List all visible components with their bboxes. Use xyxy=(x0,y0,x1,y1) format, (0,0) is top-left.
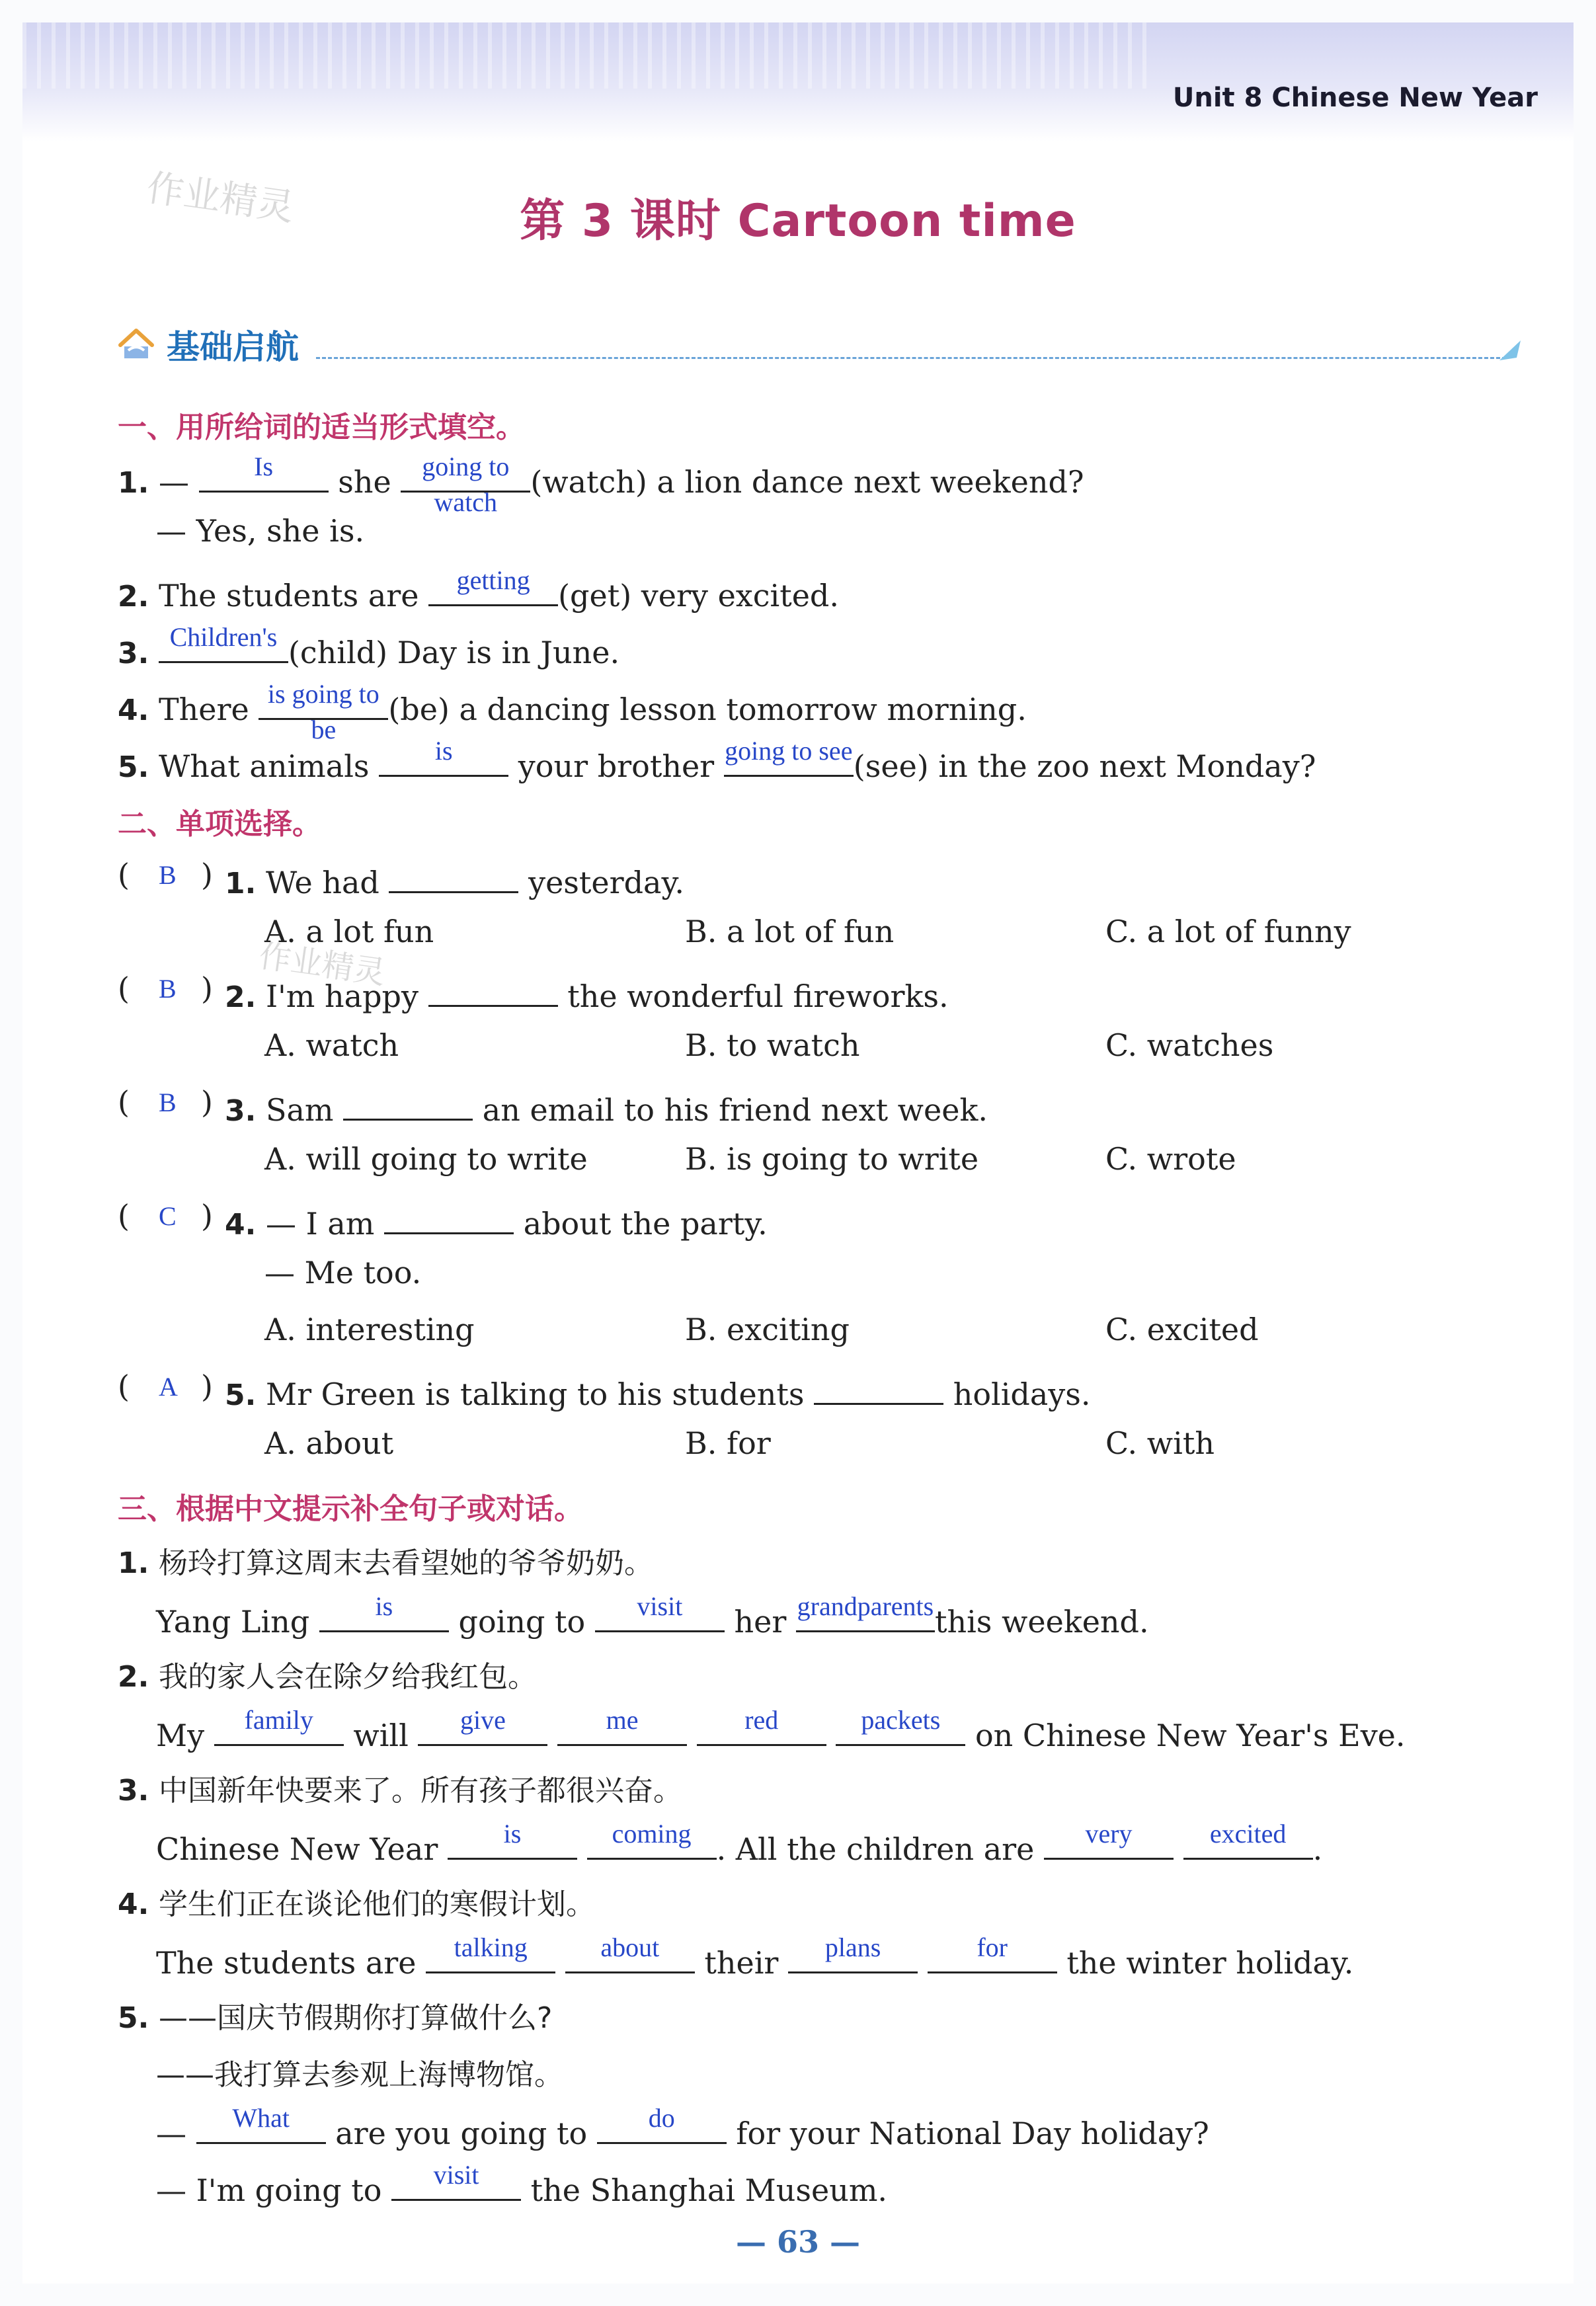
option-a[interactable]: A. interesting xyxy=(264,1312,475,1347)
part2-title: 二、单项选择。 xyxy=(118,807,321,841)
answer-blank[interactable] xyxy=(724,736,854,777)
answer-blank[interactable] xyxy=(389,857,518,893)
answer-text: me xyxy=(606,1705,639,1735)
chinese-prompt: 中国新年快要来了。所有孩子都很兴奋。 xyxy=(158,1774,682,1808)
option-c[interactable]: C. excited xyxy=(1105,1312,1259,1347)
p2-q2-stem xyxy=(225,971,949,1014)
answer-blank[interactable] xyxy=(814,1369,943,1405)
dash: — xyxy=(156,2116,186,2151)
answer-bracket-close: ) xyxy=(201,1084,213,1120)
chinese-prompt: 我的家人会在除夕给我红包。 xyxy=(158,1660,537,1694)
p1-q4 xyxy=(118,679,1027,744)
answer-bracket-open: ( xyxy=(118,971,130,1006)
answer-blank[interactable] xyxy=(196,2103,326,2144)
p1-q3 xyxy=(118,622,620,670)
option-b[interactable]: B. for xyxy=(685,1425,771,1461)
p2-q3-stem xyxy=(225,1084,988,1128)
static-text: Sam xyxy=(265,1092,334,1128)
answer-blank[interactable] xyxy=(214,1705,344,1746)
question-number: 4. xyxy=(118,694,149,727)
answer-text: watch xyxy=(434,487,498,517)
answer-blank[interactable] xyxy=(597,2103,727,2144)
answer-bracket-open: ( xyxy=(118,1369,130,1404)
answer-blank[interactable] xyxy=(391,2160,521,2201)
question-number: 4. xyxy=(118,1888,149,1921)
option-c[interactable]: C. watches xyxy=(1105,1027,1274,1063)
answer-bracket-close: ) xyxy=(201,1198,213,1234)
answer-blank[interactable] xyxy=(343,1084,473,1121)
static-text: My xyxy=(156,1718,205,1753)
static-text: on Chinese New Year's Eve. xyxy=(975,1718,1406,1753)
question-number: 2. xyxy=(118,1660,149,1694)
question-number: 3. xyxy=(118,1774,149,1808)
lesson-title: 第 3 课时 Cartoon time xyxy=(520,195,1076,247)
house-icon xyxy=(116,324,156,364)
static-text: . All the children are xyxy=(716,1831,1035,1867)
question-number: 2. xyxy=(225,980,257,1014)
p1-q1-reply: — Yes, she is. xyxy=(156,513,365,549)
static-text: the Shanghai Museum. xyxy=(530,2172,888,2208)
static-text: yesterday. xyxy=(528,865,684,900)
answer-blank[interactable] xyxy=(1183,1819,1313,1860)
question-number: 1. xyxy=(225,867,257,900)
static-text: . xyxy=(1312,1831,1323,1867)
static-text: holidays. xyxy=(953,1376,1091,1412)
p3-q3-cn xyxy=(118,1767,682,1809)
answer-blank[interactable] xyxy=(428,565,558,606)
answer-text: What xyxy=(232,2103,290,2133)
static-text: (child) Day is in June. xyxy=(288,635,620,670)
choice-answer[interactable]: C xyxy=(159,1201,177,1231)
dash: — xyxy=(158,464,189,500)
answer-blank[interactable] xyxy=(565,1932,695,1973)
answer-bracket-open: ( xyxy=(118,1084,130,1120)
answer-text: coming xyxy=(612,1819,692,1849)
watermark: 作业精灵 xyxy=(143,166,297,230)
answer-blank[interactable] xyxy=(788,1932,918,1973)
p2-q4-stem xyxy=(225,1198,768,1242)
answer-text: is xyxy=(503,1819,522,1849)
static-text: Yang Ling xyxy=(156,1604,310,1640)
answer-blank[interactable] xyxy=(448,1819,577,1860)
question-number: 2. xyxy=(118,580,149,614)
static-text: are you going to xyxy=(335,2116,588,2151)
answer-text: getting xyxy=(456,565,530,595)
static-text: she xyxy=(338,464,391,500)
answer-bracket-close: ) xyxy=(201,1369,213,1404)
chinese-prompt: ——国庆节假期你打算做什么? xyxy=(158,2001,553,2035)
header-banner-pattern xyxy=(22,22,1146,89)
answer-text: visit xyxy=(637,1591,683,1621)
answer-text: packets xyxy=(861,1705,941,1735)
answer-bracket-open: ( xyxy=(118,1198,130,1234)
static-text: your brother xyxy=(518,748,715,784)
answer-text: talking xyxy=(454,1932,528,1962)
answer-text: do xyxy=(648,2103,675,2133)
answer-blank[interactable] xyxy=(401,452,530,517)
question-number: 5. xyxy=(118,2001,149,2035)
option-a[interactable]: A. watch xyxy=(264,1027,399,1063)
p3-q2-cn xyxy=(118,1653,537,1695)
static-text: the wonderful fireworks. xyxy=(567,978,949,1014)
question-number: 1. xyxy=(118,466,149,500)
answer-bracket-close: ) xyxy=(201,971,213,1006)
option-c[interactable]: C. wrote xyxy=(1105,1141,1236,1177)
static-text: We had xyxy=(265,865,379,900)
p3-q3-en xyxy=(156,1819,1323,1867)
static-text: their xyxy=(704,1945,779,1981)
answer-text: Is xyxy=(254,452,274,481)
answer-text: going to see xyxy=(725,736,853,766)
question-number: 4. xyxy=(225,1208,257,1242)
p3-q4-en xyxy=(156,1932,1354,1981)
p2-q5-stem xyxy=(225,1369,1091,1412)
static-text: What animals xyxy=(158,748,370,784)
answer-bracket-close: ) xyxy=(201,857,213,893)
static-text: (be) a dancing lesson tomorrow morning. xyxy=(388,692,1027,727)
section-divider xyxy=(316,357,1506,359)
option-b[interactable]: B. a lot of fun xyxy=(685,914,895,949)
answer-text: very xyxy=(1085,1819,1133,1849)
answer-blank[interactable] xyxy=(836,1705,965,1746)
static-text: (see) in the zoo next Monday? xyxy=(853,748,1316,784)
p3-q2-en xyxy=(156,1705,1406,1753)
answer-text: plans xyxy=(824,1932,881,1962)
option-b[interactable]: B. exciting xyxy=(685,1312,850,1347)
part1-title: 一、用所给词的适当形式填空。 xyxy=(118,411,525,444)
answer-text: red xyxy=(744,1705,779,1735)
static-text: about the party. xyxy=(523,1206,768,1242)
chinese-prompt: 学生们正在谈论他们的寒假计划。 xyxy=(158,1888,595,1921)
page-number: — 63 — xyxy=(735,2224,861,2260)
answer-blank[interactable] xyxy=(928,1932,1057,1973)
choice-answer[interactable]: B xyxy=(159,974,177,1004)
answer-blank[interactable] xyxy=(384,1198,514,1234)
static-text: for your National Day holiday? xyxy=(736,2116,1209,2151)
static-text: an email to his friend next week. xyxy=(482,1092,988,1128)
option-a[interactable]: A. a lot fun xyxy=(264,914,434,949)
answer-blank[interactable] xyxy=(697,1705,826,1746)
static-text: I'm happy xyxy=(265,978,419,1014)
option-c[interactable]: C. a lot of funny xyxy=(1105,914,1351,949)
answer-blank[interactable] xyxy=(418,1705,547,1746)
static-text: — I'm going to xyxy=(156,2172,382,2208)
watermark: 作业精灵 xyxy=(257,937,388,992)
part3-title: 三、根据中文提示补全句子或对话。 xyxy=(118,1492,583,1526)
p3-q1-en xyxy=(156,1591,1149,1640)
answer-blank[interactable] xyxy=(428,971,558,1007)
static-text: There xyxy=(158,692,249,727)
static-text: her xyxy=(734,1604,787,1640)
question-number: 5. xyxy=(225,1378,257,1412)
answer-text: grandparents xyxy=(797,1591,934,1621)
question-number: 3. xyxy=(118,637,149,670)
p3-q5-cn1 xyxy=(118,1994,552,2036)
static-text: — I am xyxy=(265,1206,375,1242)
answer-blank[interactable] xyxy=(1044,1819,1174,1860)
option-a[interactable]: A. will going to write xyxy=(264,1141,588,1177)
option-c[interactable]: C. with xyxy=(1105,1425,1215,1461)
question-number: 1. xyxy=(118,1546,149,1580)
answer-blank[interactable] xyxy=(557,1705,687,1746)
answer-blank[interactable] xyxy=(199,452,329,493)
p1-q2 xyxy=(118,565,840,614)
answer-blank[interactable] xyxy=(426,1932,555,1973)
p3-q5-en2 xyxy=(156,2160,888,2208)
answer-text: be xyxy=(311,715,337,744)
option-b[interactable]: B. is going to write xyxy=(685,1141,979,1177)
chinese-prompt: 杨玲打算这周末去看望她的爷爷奶奶。 xyxy=(158,1546,653,1580)
answer-blank[interactable] xyxy=(595,1591,725,1632)
arrow-icon xyxy=(1494,334,1527,367)
static-text: will xyxy=(353,1718,409,1753)
answer-text: for xyxy=(977,1932,1008,1962)
static-text: The students are xyxy=(158,578,419,614)
answer-bracket-open: ( xyxy=(118,857,130,893)
answer-blank[interactable] xyxy=(259,679,388,744)
answer-blank[interactable] xyxy=(159,622,288,663)
static-text: (get) very excited. xyxy=(558,578,840,614)
answer-blank[interactable] xyxy=(796,1591,935,1632)
answer-blank[interactable] xyxy=(587,1819,717,1860)
choice-answer[interactable]: B xyxy=(159,860,177,890)
static-text: The students are xyxy=(156,1945,417,1981)
answer-text: is going to xyxy=(267,679,379,709)
option-b[interactable]: B. to watch xyxy=(685,1027,860,1063)
answer-text: family xyxy=(244,1705,313,1735)
static-text: the winter holiday. xyxy=(1066,1945,1354,1981)
p2-q1-stem xyxy=(225,857,684,900)
answer-text: going to xyxy=(422,452,510,481)
static-text: (watch) a lion dance next weekend? xyxy=(530,464,1084,500)
choice-answer[interactable]: B xyxy=(159,1088,177,1117)
answer-blank[interactable] xyxy=(379,736,508,777)
choice-answer[interactable]: A xyxy=(159,1372,178,1402)
p3-q5-en1 xyxy=(156,2103,1209,2151)
p2-q4-reply: — Me too. xyxy=(264,1255,422,1291)
static-text: this weekend. xyxy=(934,1604,1149,1640)
static-text: Chinese New Year xyxy=(156,1831,438,1867)
question-number: 5. xyxy=(118,750,149,784)
p1-q5 xyxy=(118,736,1316,784)
p3-q4-cn xyxy=(118,1880,595,1923)
static-text: Mr Green is talking to his students xyxy=(265,1376,805,1412)
answer-text: Children's xyxy=(169,622,278,652)
unit-label: Unit 8 Chinese New Year xyxy=(1172,83,1538,113)
answer-text: excited xyxy=(1209,1819,1287,1849)
answer-blank[interactable] xyxy=(319,1591,449,1632)
p1-q1 xyxy=(118,452,1084,517)
p3-q1-cn xyxy=(118,1539,653,1581)
option-a[interactable]: A. about xyxy=(264,1425,394,1461)
answer-text: visit xyxy=(433,2160,479,2190)
answer-text: is xyxy=(434,736,453,766)
static-text: going to xyxy=(458,1604,586,1640)
chinese-prompt: ——我打算去参观上海博物馆。 xyxy=(156,2058,563,2092)
section-title: 基础启航 xyxy=(167,328,299,366)
answer-text: is xyxy=(375,1591,393,1621)
question-number: 3. xyxy=(225,1094,257,1128)
answer-text: give xyxy=(460,1705,506,1735)
answer-text: about xyxy=(600,1932,660,1962)
